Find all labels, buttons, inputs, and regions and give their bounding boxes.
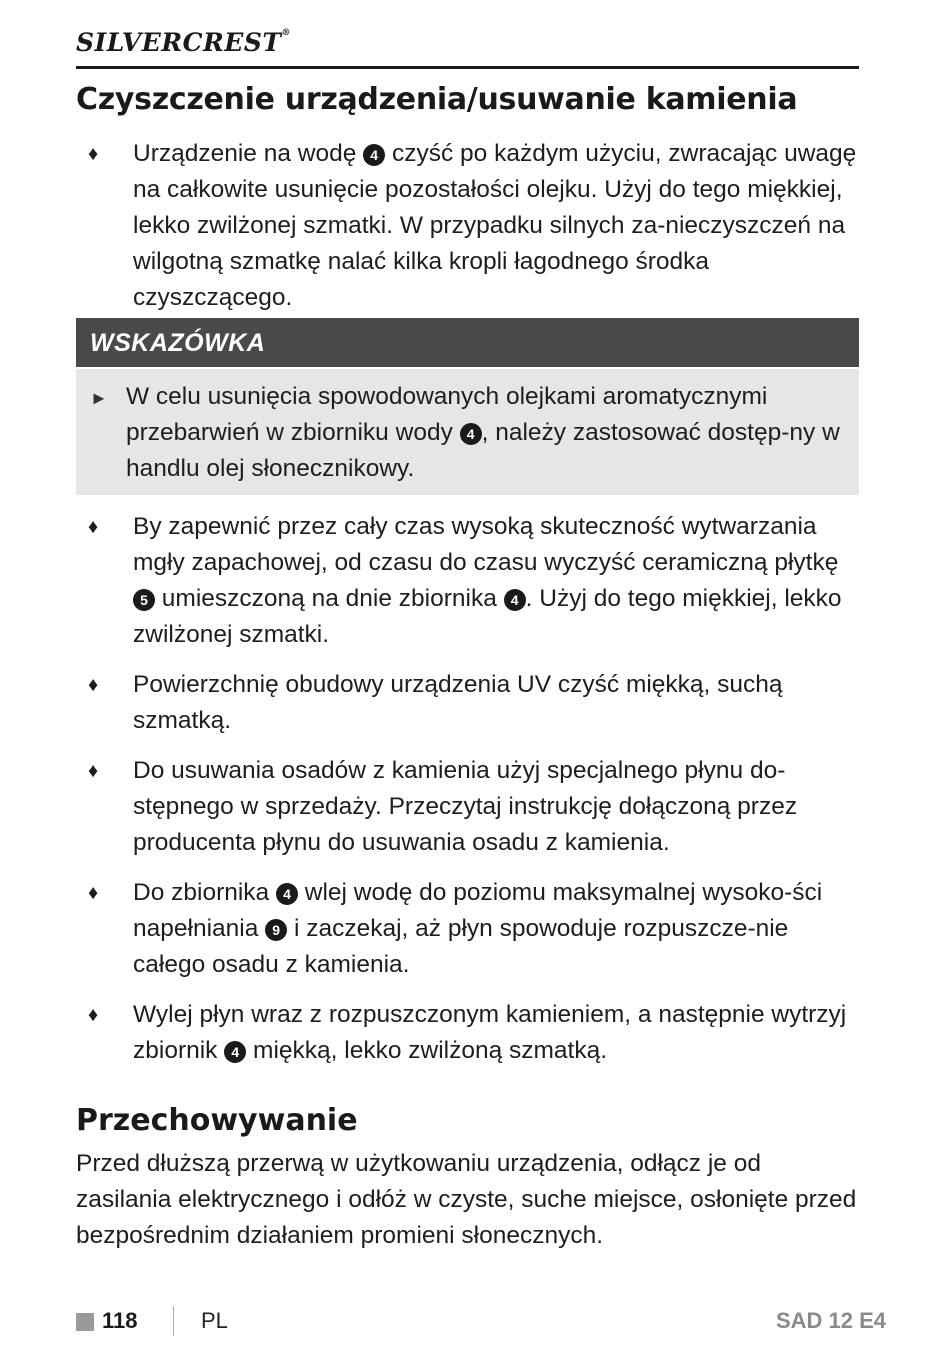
bullet-text: wlej wodę do poziomu maksymalnej wysoko-ści napełniania bbox=[133, 879, 823, 942]
diamond-bullet-icon: ♦ bbox=[88, 516, 99, 538]
bullet-text: miękką, lekko zwilżoną szmatką. bbox=[246, 1037, 608, 1064]
main-content bbox=[76, 136, 859, 1254]
list-item bbox=[76, 667, 859, 739]
list-item bbox=[76, 509, 859, 653]
model-number: SAD 12 E4 bbox=[775, 1308, 886, 1333]
bullet-text: . Użyj do tego miękkiej, lekko zwilżonej szmatki. bbox=[133, 585, 842, 648]
bullet-text: Urządzenie na wodę bbox=[133, 140, 364, 167]
list-item bbox=[76, 753, 859, 861]
section-title-cleaning: Czyszczenie urządzenia/usuwanie kamienia bbox=[76, 82, 798, 117]
callout-number-icon: 4 bbox=[363, 144, 385, 166]
callout-number-icon: 4 bbox=[224, 1041, 246, 1063]
diamond-bullet-icon: ♦ bbox=[88, 1004, 99, 1026]
diamond-bullet-icon: ♦ bbox=[88, 143, 99, 165]
bullet-text: Wylej płyn wraz z rozpuszczonym kamieniem, a następnie wytrzyj zbiornik bbox=[133, 1001, 847, 1064]
brand-registered-mark: ® bbox=[281, 28, 291, 38]
page-number: 118 bbox=[102, 1308, 138, 1333]
callout-number-icon: 4 bbox=[460, 423, 482, 445]
note-text: , należy zastosować dostęp-ny w handlu olej słonecznikowy. bbox=[126, 419, 840, 482]
page-footer bbox=[76, 1306, 886, 1340]
bullet-text: Do usuwania osadów z kamienia użyj specjalnego płynu do-stępnego w sprzedaży. Przeczytaj instrukcję dołączoną przez producenta płynu do usuwania osadu z kamienia. bbox=[133, 757, 798, 856]
bullet-text: czyść po każdym użyciu, zwracając uwagę na całkowite usunięcie pozostałości olejku. Użyj do tego miękkiej, lekko zwilżonej szmatki. W przypadku silnych za-nieczyszczeń na wilgotną szmatkę nalać kilka kropli łagodnego środka czyszczącego. bbox=[133, 140, 857, 311]
callout-number-icon: 5 bbox=[133, 589, 155, 611]
list-item bbox=[76, 136, 859, 316]
list-item bbox=[76, 875, 859, 983]
note-body bbox=[76, 369, 859, 495]
list-item bbox=[76, 997, 859, 1069]
language-code: PL bbox=[201, 1308, 228, 1333]
triangle-right-icon: ► bbox=[90, 388, 108, 408]
brand-logo bbox=[76, 28, 291, 57]
section-title-storage: Przechowywanie bbox=[76, 1103, 358, 1138]
diamond-bullet-icon: ♦ bbox=[88, 760, 99, 782]
callout-number-icon: 4 bbox=[504, 589, 526, 611]
note-text: W celu usunięcia spowodowanych olejkami aromatycznymi przebarwień w zbiorniku wody bbox=[126, 383, 768, 446]
header-rule bbox=[76, 66, 859, 69]
callout-number-icon: 4 bbox=[276, 883, 298, 905]
brand-name: SILVERCREST bbox=[76, 28, 282, 57]
callout-number-icon: 9 bbox=[265, 919, 287, 941]
bullet-text: Powierzchnię obudowy urządzenia UV czyść miękką, suchą szmatką. bbox=[133, 671, 783, 734]
bullet-text: i zaczekaj, aż płyn spowoduje rozpuszcze-nie całego osadu z kamienia. bbox=[133, 915, 789, 978]
diamond-bullet-icon: ♦ bbox=[88, 674, 99, 696]
bullet-text: Do zbiornika bbox=[133, 879, 276, 906]
note-box bbox=[76, 318, 859, 495]
bullet-text: By zapewnić przez cały czas wysoką skuteczność wytwarzania mgły zapachowej, od czasu do czasu wyczyść ceramiczną płytkę bbox=[133, 513, 839, 576]
storage-paragraph: Przed dłuższą przerwą w użytkowaniu urządzenia, odłącz je od zasilania elektrycznego i odłóż w czyste, suche miejsce, osłonięte przed bezpośrednim działaniem promieni słonecznych. bbox=[76, 1150, 857, 1249]
diamond-bullet-icon: ♦ bbox=[88, 882, 99, 904]
square-marker-icon bbox=[76, 1313, 94, 1331]
bullet-text: umieszczoną na dnie zbiornika bbox=[155, 585, 504, 612]
note-heading: WSKAZÓWKA bbox=[76, 318, 859, 367]
footer-divider bbox=[173, 1306, 174, 1336]
